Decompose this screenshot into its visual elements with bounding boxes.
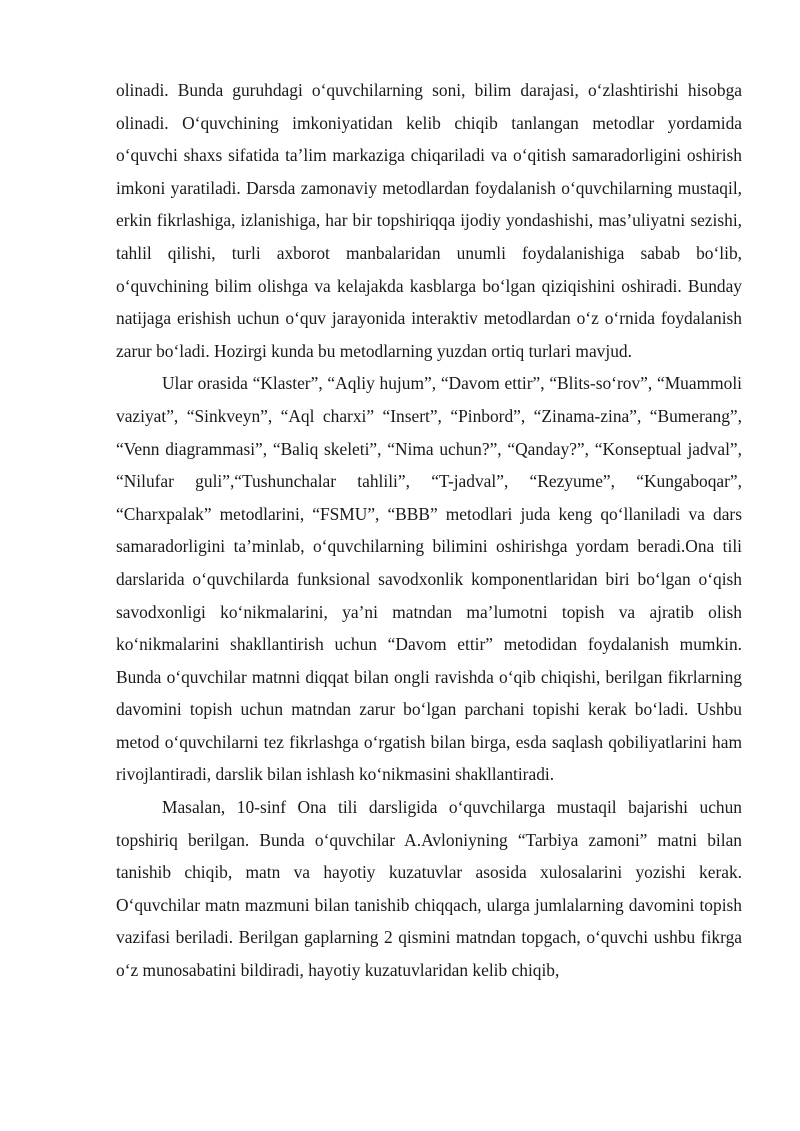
document-page (116, 74, 742, 987)
paragraph-continuation: olinadi. Bunda guruhdagi o‘quvchilarning soni, bilim darajasi, o‘zlashtirishi hisobga olinadi. O‘quvchining imkoniyatidan kelib chiqib tanlangan metodlar yordamida o‘quvchi shaxs sifatida ta’lim markaziga chiqariladi va o‘qitish samaradorligini oshirish imkoni yaratiladi. Darsda zamonaviy metodlardan foydalanish o‘quvchilarning mustaqil, erkin fikrlashiga, izlanishiga, har bir topshiriqqa ijodiy yondashishi, mas’uliyatni sezishi, tahlil qilishi, turli axborot manbalaridan unumli foydalanishiga sabab bo‘lib, o‘quvchining bilim olishga va kelajakda kasblarga bo‘lgan qiziqishini oshiradi. Bunday natijaga erishish uchun o‘quv jarayonida interaktiv metodlardan o‘z o‘rnida foydalanish zarur bo‘ladi. Hozirgi kunda bu metodlarning yuzdan ortiq turlari mavjud. (116, 80, 742, 361)
paragraph-example: Masalan, 10-sinf Ona tili darsligida o‘quvchilarga mustaqil bajarishi uchun topshiriq berilgan. Bunda o‘quvchilar A.Avloniyning “Tarbiya zamoni” matni bilan tanishib chiqib, matn va hayotiy kuzatuvlar asosida xulosalarini yozishi kerak. O‘quvchilar matn mazmuni bilan tanishib chiqqach, ularga jumlalarning davomini topish vazifasi beriladi. Berilgan gaplarning 2 qismini matndan topgach, o‘quvchi ushbu fikrga o‘z munosabatini bildiradi, hayotiy kuzatuvlaridan kelib chiqib, (116, 797, 742, 981)
paragraph-methods-list: Ular orasida “Klaster”, “Aqliy hujum”, “Davom ettir”, “Blits-so‘rov”, “Muammoli vaziyat”, “Sinkveyn”, “Aql charxi” “Insert”, “Pinbord”, “Zinama-zina”, “Bumerang”, “Venn diagrammasi”, “Baliq skeleti”, “Nima uchun?”, “Qanday?”, “Konseptual jadval”, “Nilufar guli”,“Tushunchalar tahlili”, “T-jadval”, “Rezyume”, “Kungaboqar”, “Charxpalak” metodlarini, “FSMU”, “BBB” metodlari juda keng qo‘llaniladi va dars samaradorligini ta’minlab, o‘quvchilarning bilimini oshirishga yordam beradi.Ona tili darslarida o‘quvchilarda funksional savodxonlik komponentlaridan biri bo‘lgan o‘qish savodxonligi ko‘nikmalarini, ya’ni matndan ma’lumotni topish va ajratib olish ko‘nikmalarini shakllantirish uchun “Davom ettir” metodidan foydalanish mumkin. Bunda o‘quvchilar matnni diqqat bilan ongli ravishda o‘qib chiqishi, berilgan fikrlarning davomini topish uchun matndan zarur bo‘lgan parchani topishi kerak bo‘ladi. Ushbu metod o‘quvchilarni tez fikrlashga o‘rgatish bilan birga, esda saqlash qobiliyatlarini ham rivojlantiradi, darslik bilan ishlash ko‘nikmasini shakllantiradi. (116, 373, 742, 785)
